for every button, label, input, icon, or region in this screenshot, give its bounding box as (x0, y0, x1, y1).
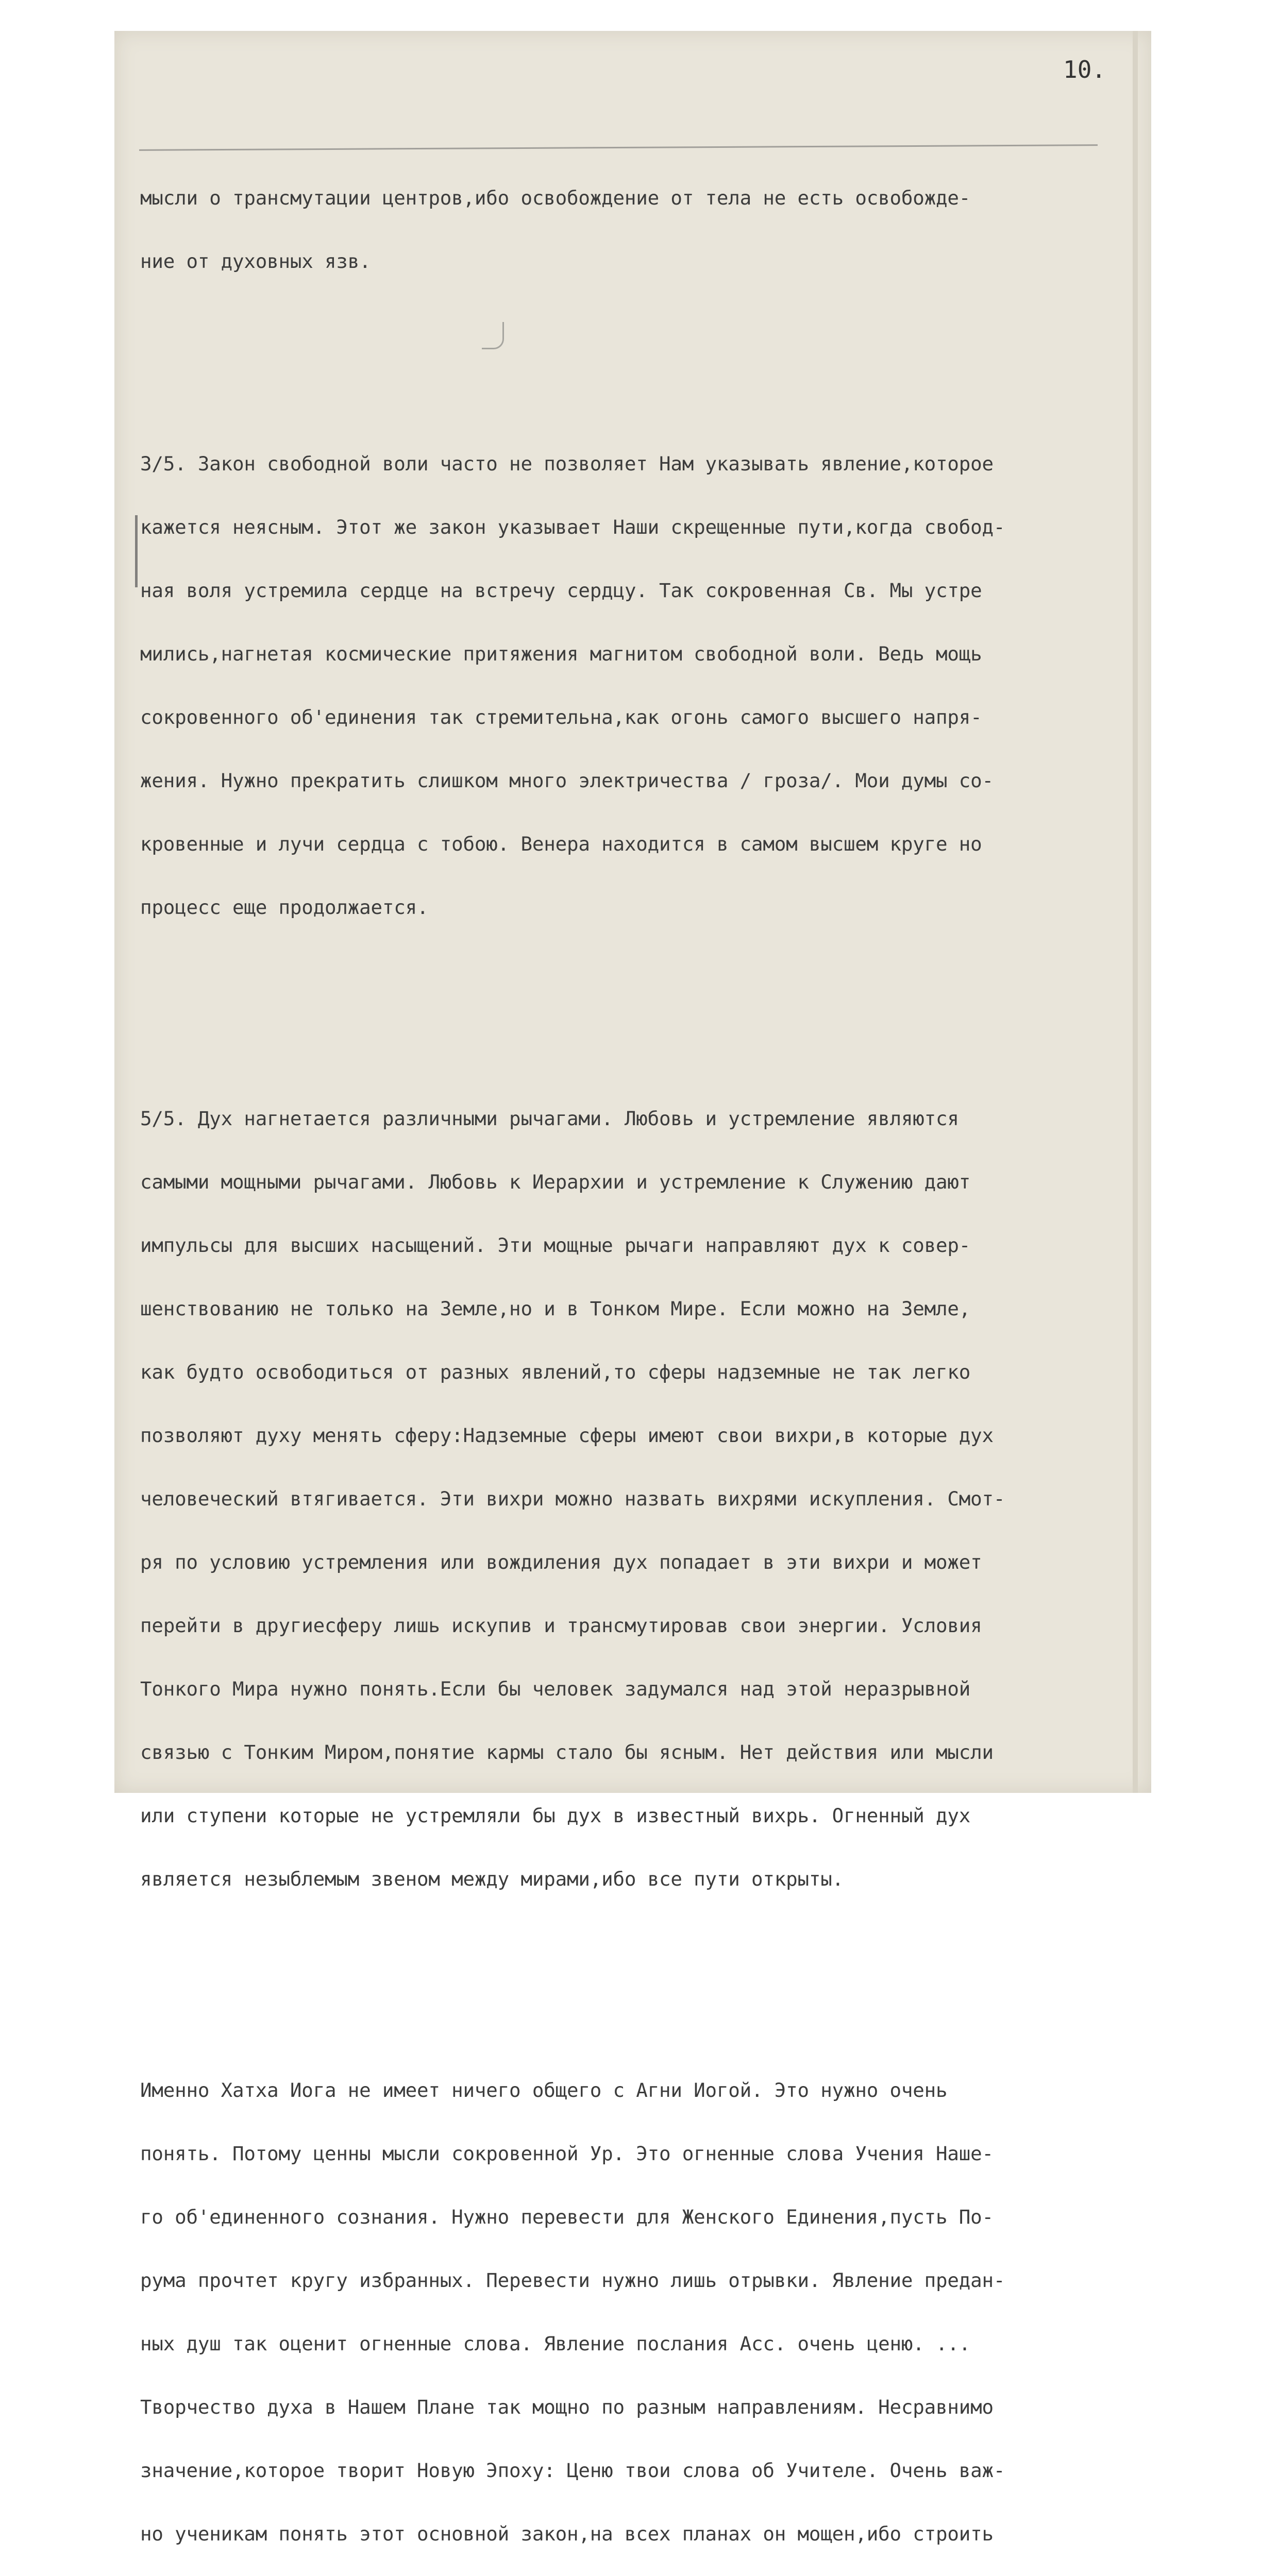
text-line: ря по условию устремления или вождиления дух попадает в эти вихри и может (140, 1551, 982, 1573)
text-line: мились,нагнетая космические притяжения магнитом свободной воли. Ведь мощь (140, 642, 982, 665)
typewritten-text (140, 103, 1140, 2576)
text-line: ных душ так оценит огненные слова. Явление послания Асс. очень ценю. ... (140, 2332, 971, 2355)
text-line: ние от духовных язв. (140, 250, 371, 273)
text-line: но ученикам понять этот основной закон,на всех планах он мощен,ибо строить (140, 2522, 994, 2545)
text-line: кровенные и лучи сердца с тобою. Венера находится в самом высшем круге но (140, 833, 982, 855)
text-line: жения. Нужно прекратить слишком много электричества / гроза/. Мои думы со- (140, 769, 994, 792)
text-line: самыми мощными рычагами. Любовь к Иерархии и устремление к Служению дают (140, 1171, 971, 1193)
text-line: позволяют духу менять сферу:Надземные сферы имеют свои вихри,в которые дух (140, 1424, 994, 1447)
text-line: кажется неясным. Этот же закон указывает Наши скрещенные пути,когда свобод- (140, 516, 1005, 538)
text-line: сокровенного об'единения так стремительна,как огонь самого высшего напря- (140, 706, 982, 728)
text-line: процесс еще продолжается. (140, 896, 429, 919)
text-line: импульсы для высших насыщений. Эти мощные рычаги направляют дух к совер- (140, 1234, 971, 1257)
text-line: Творчество духа в Нашем Плане так мощно по разным направлениям. Несравнимо (140, 2396, 994, 2418)
text-line: Именно Хатха Иога не имеет ничего общего с Агни Иогой. Это нужно очень (140, 2079, 948, 2102)
margin-pencil-mark (135, 515, 138, 587)
text-line: ная воля устремила сердце на встречу сердцу. Так сокровенная Св. Мы устре (140, 579, 982, 602)
text-line: или ступени которые не устремляли бы дух в известный вихрь. Огненный дух (140, 1804, 971, 1827)
paragraph-5-5 (140, 1066, 1140, 1932)
page-number: 10. (1063, 56, 1106, 83)
text-line: го об'единенного сознания. Нужно перевести для Женского Единения,пусть По- (140, 2206, 994, 2228)
paragraph-hatha-yoga (140, 2038, 1140, 2576)
text-line: 3/5. Закон свободной воли часто не позволяет Нам указывать явление,которое (140, 452, 994, 475)
text-line: 5/5. Дух нагнетается различными рычагами. Любовь и устремление являются (140, 1107, 959, 1130)
text-line: перейти в другиесферу лишь искупив и трансмутировав свои энергии. Условия (140, 1614, 982, 1637)
text-line: как будто освободиться от разных явлений,то сферы надземные не так легко (140, 1361, 971, 1383)
text-line: Тонкого Мира нужно понять.Если бы человек задумался над этой неразрывной (140, 1677, 971, 1700)
text-line: человеческий втягивается. Эти вихри можно назвать вихрями искупления. Смот- (140, 1487, 1005, 1510)
text-line: значение,которое творит Новую Эпоху: Ценю твои слова об Учителе. Очень важ- (140, 2459, 1005, 2482)
text-line: понять. Потому ценны мысли сокровенной Ур. Это огненные слова Учения Наше- (140, 2142, 994, 2165)
text-line: мысли о трансмутации центров,ибо освобождение от тела не есть освобожде- (140, 187, 971, 209)
paragraph-3-5 (140, 411, 1140, 960)
paragraph-intro (140, 145, 1140, 314)
text-line: рума прочтет кругу избранных. Перевести нужно лишь отрывки. Явление предан- (140, 2269, 1005, 2292)
text-line: является незыблемым звеном между мирами,ибо все пути открыты. (140, 1868, 844, 1890)
text-line: шенствованию не только на Земле,но и в Тонком Мире. Если можно на Земле, (140, 1297, 971, 1320)
text-line: связью с Тонким Миром,понятие кармы стало бы ясным. Нет действия или мысли (140, 1741, 994, 1764)
